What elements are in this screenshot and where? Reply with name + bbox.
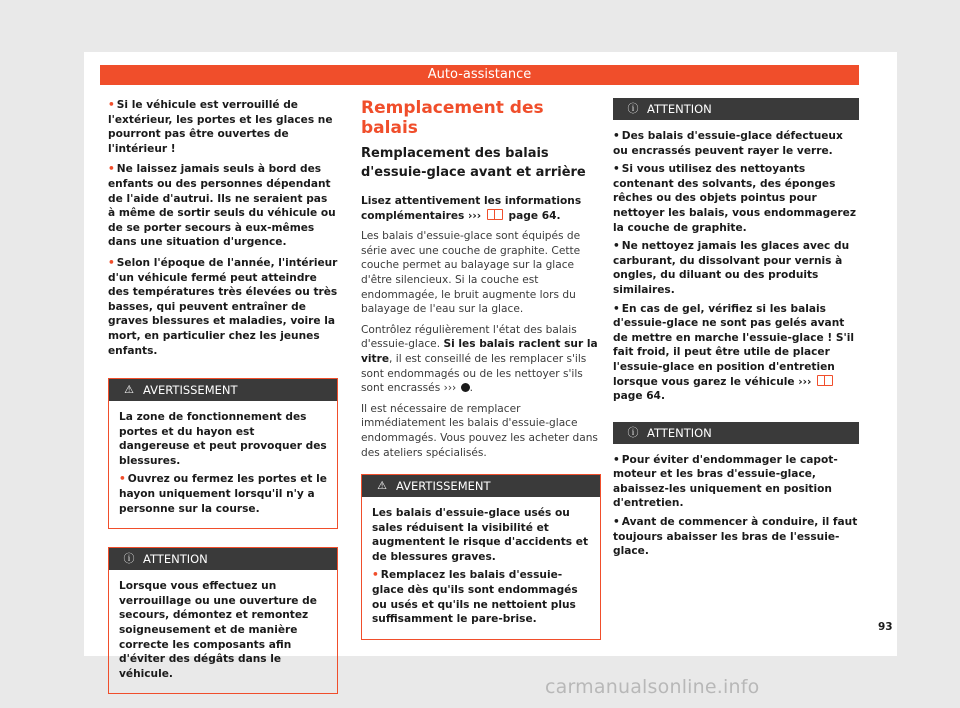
list-item: • Ne laissez jamais seuls à bord des enfants ou des personnes dépendant de l'aide d'autrui. Ils ne seraient pas à même de sortir seuls du véhicule ou de se porter secours à eux-mêmes dans une situation d'urgence. (108, 163, 336, 249)
list-item: • Ne nettoyez jamais les glaces avec du carburant, du dissolvant pour vernis à ongles, du diluant ou des produits similaires. (613, 240, 850, 296)
warning-triangle-icon: ⚠ (377, 479, 387, 493)
list-item: • Si le véhicule est verrouillé de l'extérieur, les portes et les glaces ne pourront pas être ouvertes de l'intérieur ! (108, 99, 333, 155)
info-circle-icon: ⓘ (123, 552, 135, 566)
book-icon (817, 375, 833, 386)
attention-body: Lorsque vous effectuez un verrouillage ou une ouverture de secours, démontez et remontez soigneusement et de manière correcte les composants afin d'éviter des dégâts dans le véhicule. (119, 580, 317, 680)
attention-box (613, 422, 859, 559)
info-circle-icon: ⓘ (627, 425, 639, 439)
list-item: • Avant de commencer à conduire, il faut toujours abaisser les bras de l'essuie-glace. (613, 516, 858, 558)
list-item: • Si vous utilisez des nettoyants contenant des solvants, des éponges rêches ou des objets pointus pour nettoyer les balais, vous endommagerez la couche de graphite. (613, 163, 856, 234)
warning-box (361, 474, 601, 640)
warning-box (108, 378, 338, 529)
warning-triangle-icon: ⚠ (124, 383, 134, 397)
list-item: • Selon l'époque de l'année, l'intérieur d'un véhicule fermé peut atteindre des températures très élevées ou très basses, qui peuvent entraîner de graves blessures et maladies, voire la mort, en particulier chez les jeunes enfants. (108, 256, 338, 357)
paragraph: Les balais d'essuie-glace sont équipés de série avec une couche de graphite. Cette couche permet au balayage sur la glace d'être silencieux. Si la couche est endommagée, le bruit augmente lors du balayage de l'eau sur la glace. (361, 230, 581, 316)
column-middle (361, 98, 601, 640)
attention-body (613, 444, 859, 559)
list-item: • Des balais d'essuie-glace défectueux ou encrassés peuvent rayer le verre. (613, 130, 843, 157)
intro-paragraph: Lisez attentivement les informations complémentaires ››› page 64. (361, 195, 582, 222)
column-right (613, 98, 859, 563)
attention-box (613, 98, 859, 404)
attention-header: ⓘ ATTENTION (613, 98, 859, 120)
list-item: • Remplacez les balais d'essuie-glace dès qu'ils sont endommagés ou usés et qu'ils ne nettoient plus suffisamment le pare-brise. (372, 569, 578, 626)
warning-header: ⚠ AVERTISSEMENT (362, 475, 600, 497)
page-number: 93 (878, 621, 893, 633)
section-title: Remplacement des balais (361, 98, 544, 138)
page-reference-link[interactable]: page 64 (613, 390, 661, 403)
attention-header: ⓘ ATTENTION (613, 422, 859, 444)
subsection-title: Remplacement des balais d'essuie-glace avant et arrière (361, 146, 586, 180)
paragraph: Il est nécessaire de remplacer immédiatement les balais d'essuie-glace endommagés. Vous pouvez les acheter dans des ateliers spécialisés. (361, 402, 598, 459)
attention-box (108, 547, 338, 694)
warning-body: Les balais d'essuie-glace usés ou sales réduisent la visibilité et augmentent le risque d'accidents et de blessures graves. • Remplacez les balais d'essuie-glace dès qu'ils sont endommagés ou usés et qu'ils ne nettoient plus suffisamment le pare-brise. (372, 507, 589, 626)
page-reference-link[interactable]: page 64 (508, 209, 557, 222)
warning-ref-icon (461, 383, 470, 392)
book-icon (487, 209, 503, 220)
info-circle-icon: ⓘ (627, 102, 639, 115)
attention-body (613, 120, 859, 404)
list-item: • En cas de gel, vérifiez si les balais d'essuie-glace ne sont pas gelés avant de mettre en marche l'essuie-glace ! S'il fait froid, il peut être utile de placer l'essuie-glace en position d'entretien lorsque vous garez le véhicule ››› page 64. (613, 302, 855, 403)
column-left (108, 98, 338, 694)
warning-body: La zone de fonctionnement des portes et du hayon est dangereuse et peut provoquer des blessures. • Ouvrez ou fermez les portes et le hayon uniquement lorsqu'il n'y a personne sur la course. (119, 411, 327, 515)
attention-header: ⓘ ATTENTION (109, 548, 337, 570)
list-item: • Pour éviter d'endommager le capot-moteur et les bras d'essuie-glace, abaissez-les uniquement en position d'entretien. (613, 453, 838, 510)
chapter-header: Auto-assistance (100, 65, 859, 85)
warning-header: ⚠ AVERTISSEMENT (109, 379, 337, 401)
paragraph: Contrôlez régulièrement l'état des balais d'essuie-glace. Si les balais raclent sur la vitre, il est conseillé de les remplacer s'ils sont endommagés ou de les nettoyer s'ils sont encrassés ››› . (361, 323, 598, 395)
list-item: • Ouvrez ou fermez les portes et le hayon uniquement lorsqu'il n'y a personne sur la course. (119, 473, 327, 515)
watermark: carmanualsonline.info (545, 676, 760, 698)
